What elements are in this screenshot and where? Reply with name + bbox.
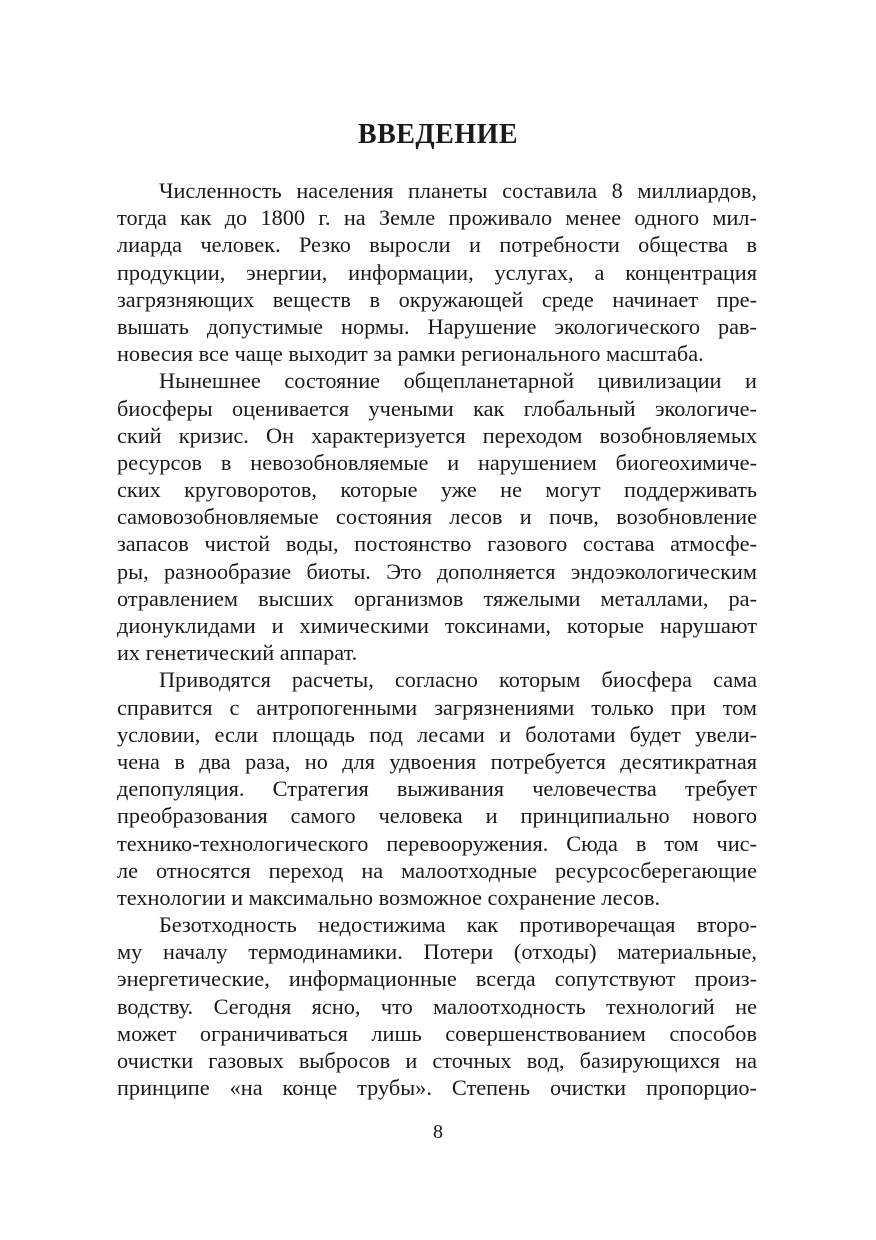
text-line: запасов чистой воды, постоянство газового состава атмосфе- xyxy=(117,531,757,557)
text-line: Нынешнее состояние общепланетарной цивилизации и xyxy=(159,368,757,394)
text-line: новесия все чаще выходит за рамки регионального масштаба. xyxy=(117,341,704,367)
paragraph-1 xyxy=(117,177,757,367)
text-line: водству. Сегодня ясно, что малоотходность технологий не xyxy=(117,993,757,1019)
text-line: Безотходность недостижима как противоречащая второ- xyxy=(159,912,757,938)
text-line: ры, разнообразие биоты. Это дополняется эндоэкологическим xyxy=(117,558,757,584)
text-line: принципе «на конце трубы». Степень очистки пропорцио- xyxy=(117,1075,757,1101)
body-text xyxy=(117,177,757,1101)
paragraph-3 xyxy=(117,666,757,911)
text-line: ресурсов в невозобновляемые и нарушением биогеохимиче- xyxy=(117,449,757,475)
text-line: вышать допустимые нормы. Нарушение экологического рав- xyxy=(117,313,757,339)
text-line: Численность населения планеты составила 8 миллиардов, xyxy=(159,178,757,203)
text-line: депопуляция. Стратегия выживания человечества требует xyxy=(117,776,757,802)
text-line: технологии и максимально возможное сохранение лесов. xyxy=(117,884,661,910)
text-line: дионуклидами и химическими токсинами, которые нарушают xyxy=(117,613,757,638)
text-line: технико-технологического перевооружения. Сюда в том чис- xyxy=(117,830,757,856)
text-line: ский кризис. Он характеризуется переходом возобновляемых xyxy=(117,422,757,448)
text-line: условии, если площадь под лесами и болотами будет увели- xyxy=(117,721,757,747)
paragraph-4 xyxy=(117,911,757,1101)
text-line: самовозобновляемые состояния лесов и почв, возобновление xyxy=(117,504,757,530)
page-title: ВВЕДЕНИЕ xyxy=(357,119,519,150)
text-line: преобразования самого человека и принципиально нового xyxy=(117,803,757,829)
paragraph-2 xyxy=(117,367,757,666)
text-line: очистки газовых выбросов и сточных вод, базирующихся на xyxy=(117,1048,757,1073)
text-line: тогда как до 1800 г. на Земле проживало менее одного мил- xyxy=(117,205,757,231)
text-line: энергетические, информационные всегда сопутствуют произ- xyxy=(117,966,757,992)
text-line: биосферы оценивается учеными как глобальный экологиче- xyxy=(117,395,757,421)
text-line: может ограничиваться лишь совершенствованием способов xyxy=(117,1020,757,1046)
text-line: их генетический аппарат. xyxy=(117,640,358,666)
text-line: лиарда человек. Резко выросли и потребности общества в xyxy=(117,232,757,258)
text-line: чена в два раза, но для удвоения потребуется десятикратная xyxy=(117,748,757,774)
text-line: Приводятся расчеты, согласно которым биосфера сама xyxy=(159,667,757,693)
text-line: справится с антропогенными загрязнениями только при том xyxy=(117,694,757,720)
text-line: ле относятся переход на малоотходные ресурсосберегающие xyxy=(117,857,757,883)
text-line: ских круговоротов, которые уже не могут поддерживать xyxy=(117,477,757,503)
text-line: отравлением высших организмов тяжелыми металлами, ра- xyxy=(117,585,757,611)
text-line: загрязняющих веществ в окружающей среде начинает пре- xyxy=(117,286,757,312)
text-line: продукции, энергии, информации, услугах, а концентрация xyxy=(117,259,757,285)
page-number: 8 xyxy=(433,1121,443,1143)
text-line: му началу термодинамики. Потери (отходы) материальные, xyxy=(117,939,757,965)
